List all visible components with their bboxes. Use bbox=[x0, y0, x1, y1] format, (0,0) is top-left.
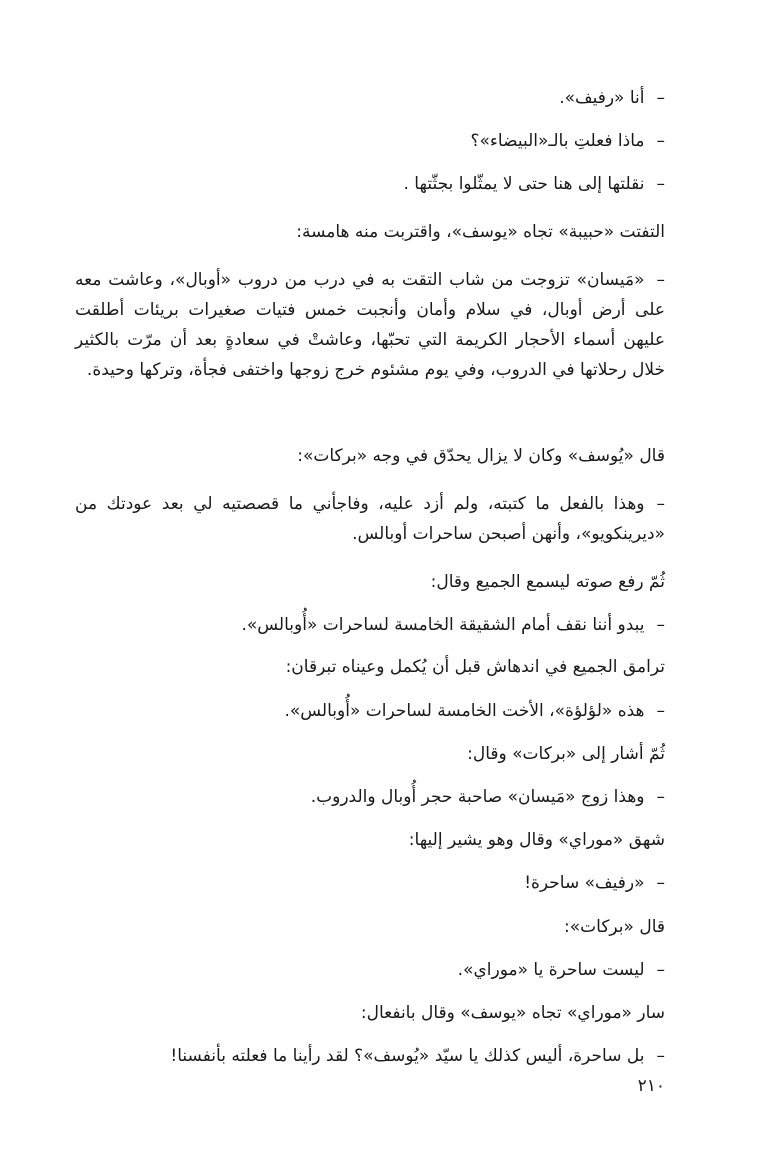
dialogue-line bbox=[75, 872, 665, 894]
dialogue-dash: – bbox=[656, 174, 665, 194]
paragraph-text: وهذا بالفعل ما كتبته، ولم أزد عليه، وفاجأني ما قصصتيه لي بعد عودتك من «ديرينكويو»، وأنهن أصبحن ساحرات أوبالس. bbox=[75, 494, 665, 544]
dialogue-line bbox=[75, 614, 665, 636]
dialogue-dash: – bbox=[656, 494, 665, 514]
dialogue-dash: – bbox=[656, 131, 665, 151]
dialogue-line bbox=[75, 130, 665, 152]
dialogue-dash: – bbox=[656, 270, 665, 290]
dialogue-dash: – bbox=[656, 88, 665, 108]
line-text: قال «بركات»: bbox=[564, 917, 665, 937]
narration-line bbox=[75, 916, 665, 938]
line-text: ماذا فعلتِ بالـ«البيضاء»؟ bbox=[470, 131, 645, 151]
line-text: قال «يُوسف» وكان لا يزال يحدّق في وجه «بركات»: bbox=[297, 446, 665, 466]
line-text: شهق «موراي» وقال وهو يشير إليها: bbox=[408, 830, 665, 850]
dialogue-dash: – bbox=[656, 615, 665, 635]
line-text: هذه «لؤلؤة»، الأخت الخامسة لساحرات «أُوبالس». bbox=[284, 701, 645, 721]
dialogue-dash: – bbox=[656, 701, 665, 721]
dialogue-dash: – bbox=[656, 1046, 665, 1066]
dialogue-dash: – bbox=[656, 787, 665, 807]
dialogue-line bbox=[75, 700, 665, 722]
narration-line bbox=[75, 829, 665, 851]
narration-line bbox=[75, 445, 665, 467]
dialogue-dash: – bbox=[656, 873, 665, 893]
narration-line bbox=[75, 656, 665, 678]
line-text: وهذا زوج «مَيسان» صاحبة حجر أُوبال والدروب. bbox=[310, 787, 645, 807]
paragraph-text: «مَيسان» تزوجت من شاب التقت به في درب من دروب «أوبال»، وعاشت معه على أرض أوبال، في سلام وأمان وأنجبت خمس فتيات صغيرات بريئات أطلقت عليهن أسماء الأحجار الكريمة التي تحبّها، وعاشتْ في سعادةٍ بعد أن مرّت بالكثير خلال رحلاتها في الدروب، وفي يوم مشئوم خرج زوجها واختفى فجأة، وتركها وحيدة. bbox=[75, 270, 665, 380]
dialogue-line bbox=[75, 959, 665, 981]
line-text: «رفيف» ساحرة! bbox=[524, 873, 645, 893]
line-text: ثُمّ رفع صوته ليسمع الجميع وقال: bbox=[430, 572, 665, 592]
dialogue-line bbox=[75, 786, 665, 808]
line-text: ثُمّ أشار إلى «بركات» وقال: bbox=[467, 744, 665, 764]
line-text: أنا «رفيف». bbox=[559, 88, 645, 108]
page-number: ٢١٠ bbox=[637, 1076, 665, 1096]
dialogue-paragraph bbox=[75, 265, 665, 385]
dialogue-line bbox=[75, 87, 665, 109]
narration-line bbox=[75, 743, 665, 765]
line-text: بل ساحرة، أليس كذلك يا سيّد «يُوسف»؟ لقد رأينا ما فعلته بأنفسنا! bbox=[170, 1046, 645, 1066]
line-text: ترامق الجميع في اندهاش قبل أن يُكمل وعيناه تبرقان: bbox=[285, 657, 665, 677]
narration-line bbox=[75, 221, 665, 243]
narration-line bbox=[75, 571, 665, 593]
narration-line bbox=[75, 1002, 665, 1024]
line-text: ليست ساحرة يا «موراي». bbox=[457, 960, 645, 980]
line-text: التفتت «حبيبة» تجاه «يوسف»، واقتربت منه هامسة: bbox=[296, 222, 665, 242]
line-text: نقلتها إلى هنا حتى لا يمثّلوا بجثّتها . bbox=[403, 174, 645, 194]
dialogue-line bbox=[75, 1045, 665, 1067]
dialogue-dash: – bbox=[656, 960, 665, 980]
dialogue-paragraph bbox=[75, 489, 665, 549]
dialogue-line bbox=[75, 173, 665, 195]
line-text: يبدو أننا نقف أمام الشقيقة الخامسة لساحرات «أُوبالس». bbox=[241, 615, 645, 635]
line-text: سار «موراي» تجاه «يوسف» وقال بانفعال: bbox=[360, 1003, 665, 1023]
